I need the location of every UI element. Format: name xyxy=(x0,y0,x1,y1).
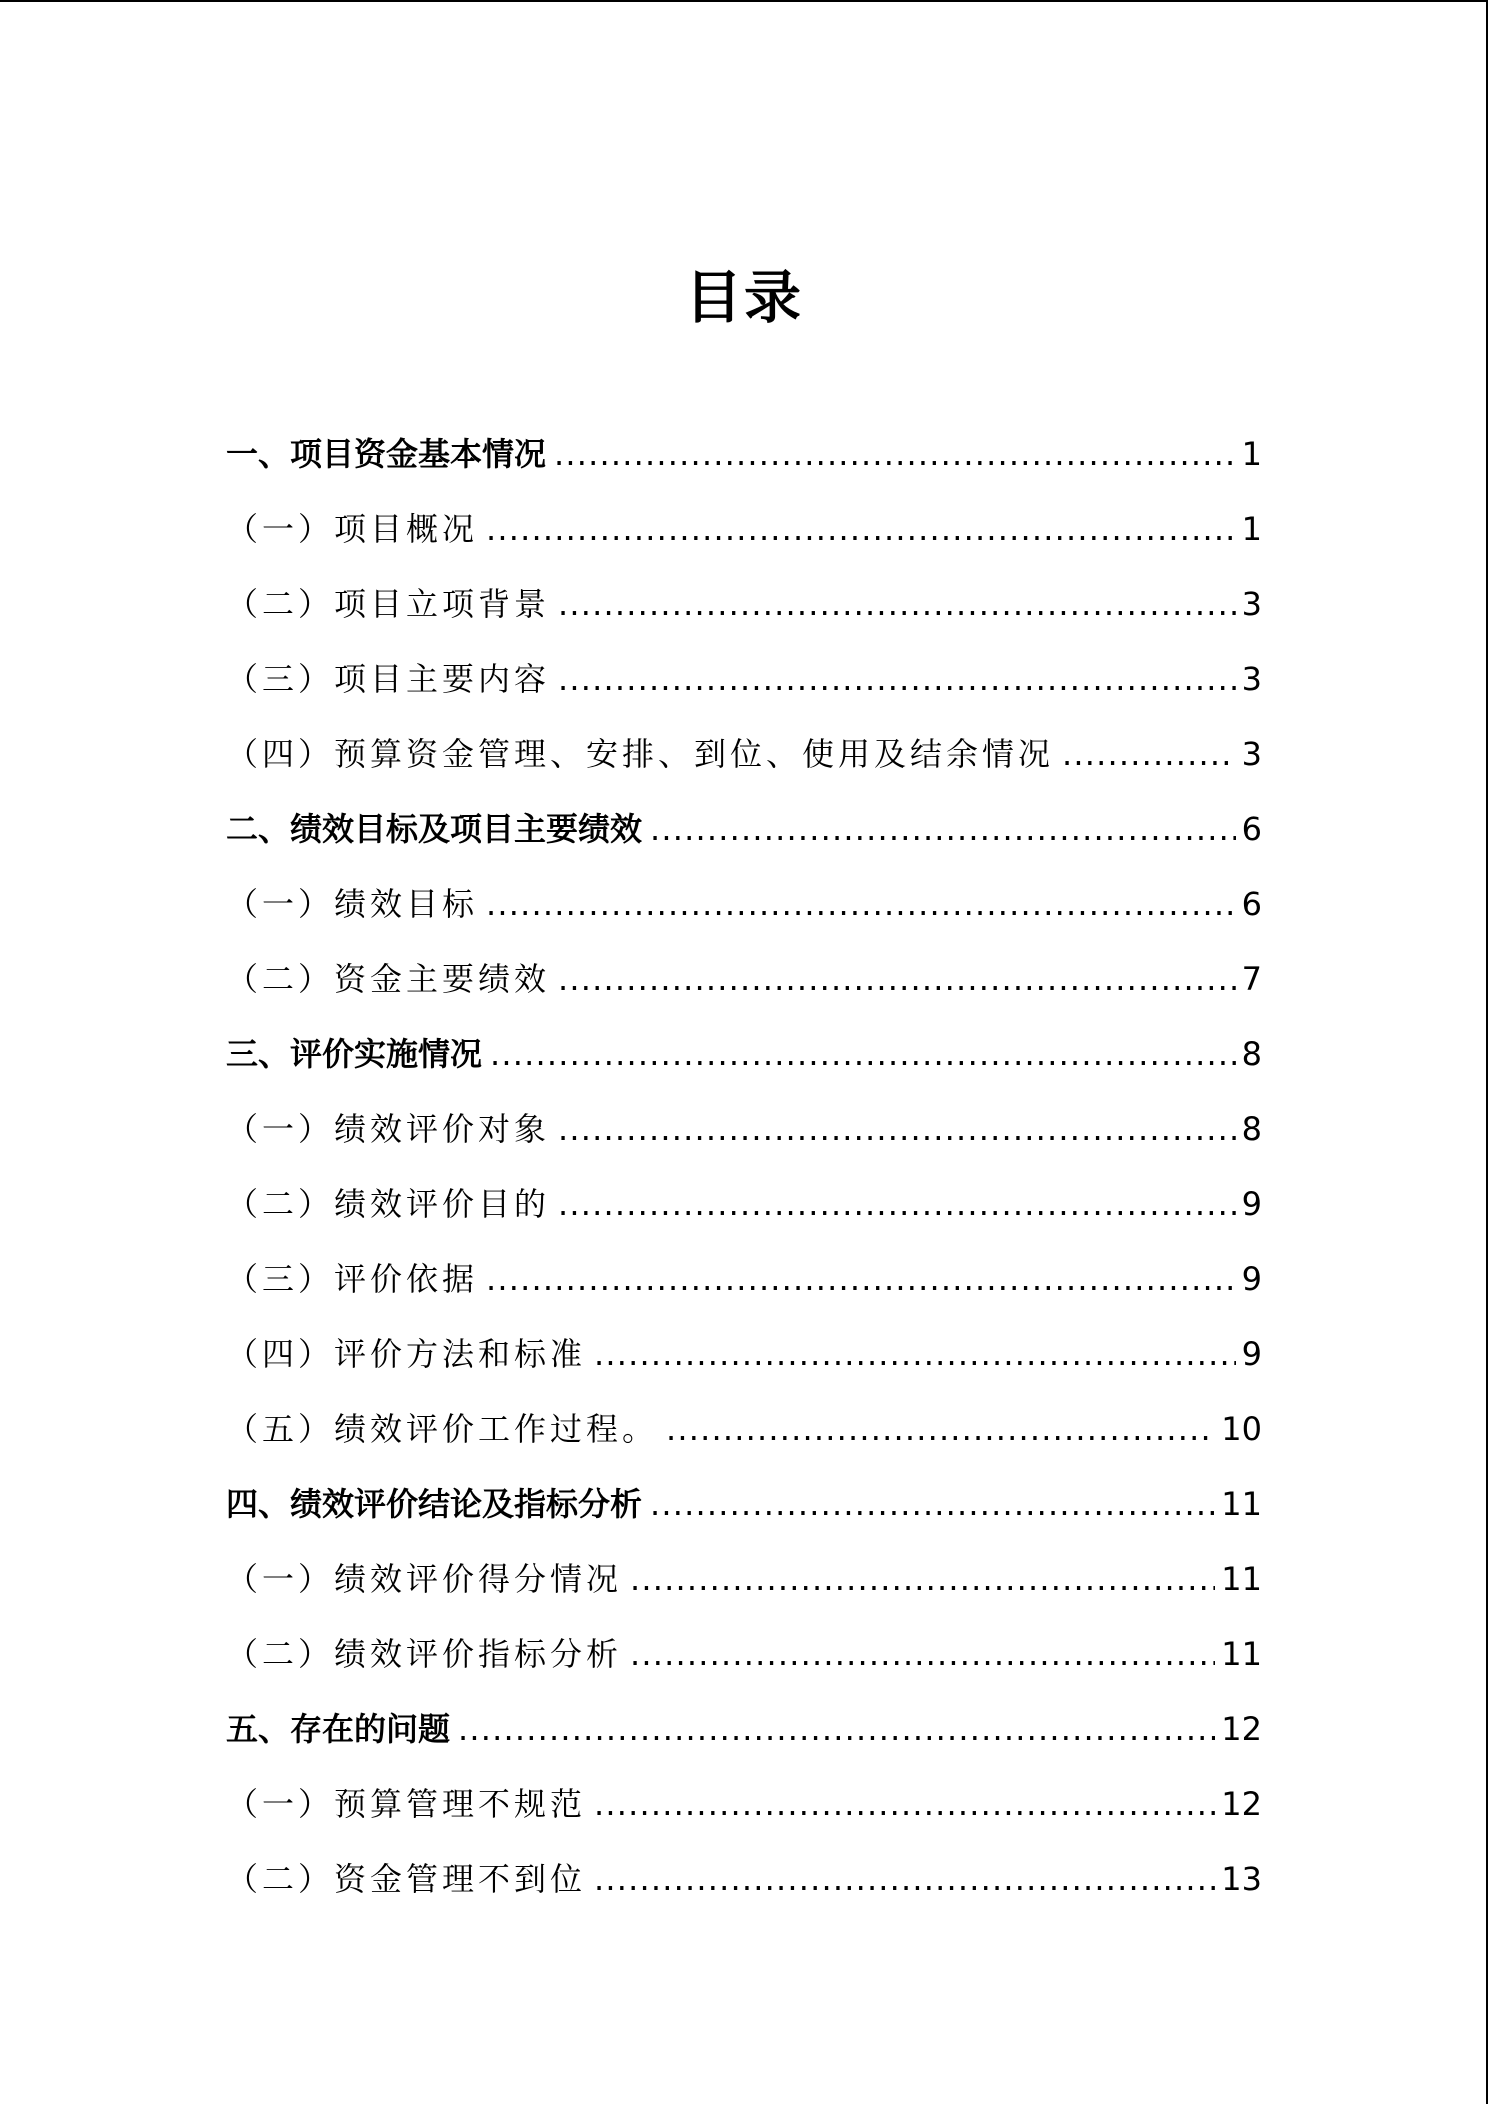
toc-page-number: 11 xyxy=(1221,1485,1262,1523)
toc-page-number: 11 xyxy=(1221,1635,1262,1673)
toc-page-number: 11 xyxy=(1221,1560,1262,1598)
toc-page-number: 8 xyxy=(1241,1110,1262,1148)
toc-dot-leader xyxy=(666,1392,1215,1467)
toc-entry-label: 三、评价实施情况 xyxy=(226,1035,483,1073)
toc-page-number: 9 xyxy=(1241,1260,1262,1298)
toc-page-number: 9 xyxy=(1241,1185,1262,1223)
toc-entry-subsection[interactable] xyxy=(226,1842,1262,1917)
toc-page-number: 1 xyxy=(1241,510,1262,548)
toc-entry-section-3[interactable] xyxy=(226,1017,1262,1092)
toc-entry-subsection[interactable] xyxy=(226,1092,1262,1167)
toc-entry-label: 四、绩效评价结论及指标分析 xyxy=(226,1485,643,1523)
toc-entry-section-5[interactable] xyxy=(226,1692,1262,1767)
toc-page-number: 8 xyxy=(1241,1035,1262,1073)
toc-entry-section-4[interactable] xyxy=(226,1467,1262,1542)
page-title: 目录 xyxy=(685,264,803,331)
toc-entry-label: （二）绩效评价指标分析 xyxy=(226,1635,623,1673)
toc-entry-label: （二）绩效评价目的 xyxy=(226,1185,551,1223)
toc-page-number: 6 xyxy=(1241,885,1262,923)
toc-entry-subsection[interactable] xyxy=(226,492,1262,567)
toc-page-number: 7 xyxy=(1241,960,1262,998)
table-of-contents xyxy=(226,417,1262,1917)
toc-entry-label: （一）项目概况 xyxy=(226,510,479,548)
toc-page-number: 12 xyxy=(1221,1710,1262,1748)
toc-entry-label: （四）预算资金管理、安排、到位、使用及结余情况 xyxy=(226,735,1055,773)
toc-dot-leader xyxy=(486,492,1236,567)
toc-entry-label: （四）评价方法和标准 xyxy=(226,1335,587,1373)
toc-entry-label: （二）项目立项背景 xyxy=(226,585,551,623)
toc-dot-leader xyxy=(490,1017,1236,1092)
toc-entry-subsection[interactable] xyxy=(226,567,1262,642)
toc-page-number: 10 xyxy=(1221,1410,1262,1448)
toc-dot-leader xyxy=(486,867,1236,942)
toc-dot-leader xyxy=(630,1617,1215,1692)
toc-entry-label: （五）绩效评价工作过程。 xyxy=(226,1410,659,1448)
toc-dot-leader xyxy=(630,1542,1215,1617)
toc-entry-subsection[interactable] xyxy=(226,1542,1262,1617)
toc-page-number: 1 xyxy=(1241,435,1262,473)
toc-page-number: 6 xyxy=(1241,810,1262,848)
toc-entry-subsection[interactable] xyxy=(226,642,1262,717)
toc-dot-leader xyxy=(558,1167,1236,1242)
toc-entry-label: （二）资金管理不到位 xyxy=(226,1860,587,1898)
toc-dot-leader xyxy=(554,417,1236,492)
toc-dot-leader xyxy=(1062,717,1236,792)
toc-dot-leader xyxy=(594,1842,1215,1917)
toc-entry-subsection[interactable] xyxy=(226,1392,1262,1467)
toc-entry-label: （一）绩效目标 xyxy=(226,885,479,923)
toc-entry-label: （三）项目主要内容 xyxy=(226,660,551,698)
toc-entry-subsection[interactable] xyxy=(226,1617,1262,1692)
toc-entry-subsection[interactable] xyxy=(226,867,1262,942)
toc-dot-leader xyxy=(558,642,1236,717)
toc-entry-subsection[interactable] xyxy=(226,717,1262,792)
toc-entry-subsection[interactable] xyxy=(226,1242,1262,1317)
toc-entry-label: （一）绩效评价得分情况 xyxy=(226,1560,623,1598)
toc-entry-subsection[interactable] xyxy=(226,1317,1262,1392)
toc-entry-label: 二、绩效目标及项目主要绩效 xyxy=(226,810,643,848)
toc-dot-leader xyxy=(458,1692,1215,1767)
toc-entry-label: （三）评价依据 xyxy=(226,1260,479,1298)
toc-entry-label: （二）资金主要绩效 xyxy=(226,960,551,998)
toc-dot-leader xyxy=(558,567,1236,642)
toc-dot-leader xyxy=(594,1317,1236,1392)
toc-page-number: 3 xyxy=(1241,735,1262,773)
toc-dot-leader xyxy=(594,1767,1215,1842)
toc-entry-label: 一、项目资金基本情况 xyxy=(226,435,547,473)
toc-entry-label: 五、存在的问题 xyxy=(226,1710,451,1748)
toc-entry-section-2[interactable] xyxy=(226,792,1262,867)
toc-entry-label: （一）预算管理不规范 xyxy=(226,1785,587,1823)
toc-page-number: 12 xyxy=(1221,1785,1262,1823)
toc-entry-subsection[interactable] xyxy=(226,1167,1262,1242)
toc-entry-label: （一）绩效评价对象 xyxy=(226,1110,551,1148)
toc-dot-leader xyxy=(650,792,1236,867)
toc-page-number: 3 xyxy=(1241,585,1262,623)
toc-dot-leader xyxy=(558,942,1236,1017)
toc-dot-leader xyxy=(558,1092,1236,1167)
toc-page-number: 3 xyxy=(1241,660,1262,698)
toc-page-number: 9 xyxy=(1241,1335,1262,1373)
toc-dot-leader xyxy=(486,1242,1236,1317)
toc-entry-subsection[interactable] xyxy=(226,942,1262,1017)
toc-dot-leader xyxy=(650,1467,1215,1542)
toc-entry-section-1[interactable] xyxy=(226,417,1262,492)
toc-page-number: 13 xyxy=(1221,1860,1262,1898)
toc-entry-subsection[interactable] xyxy=(226,1767,1262,1842)
